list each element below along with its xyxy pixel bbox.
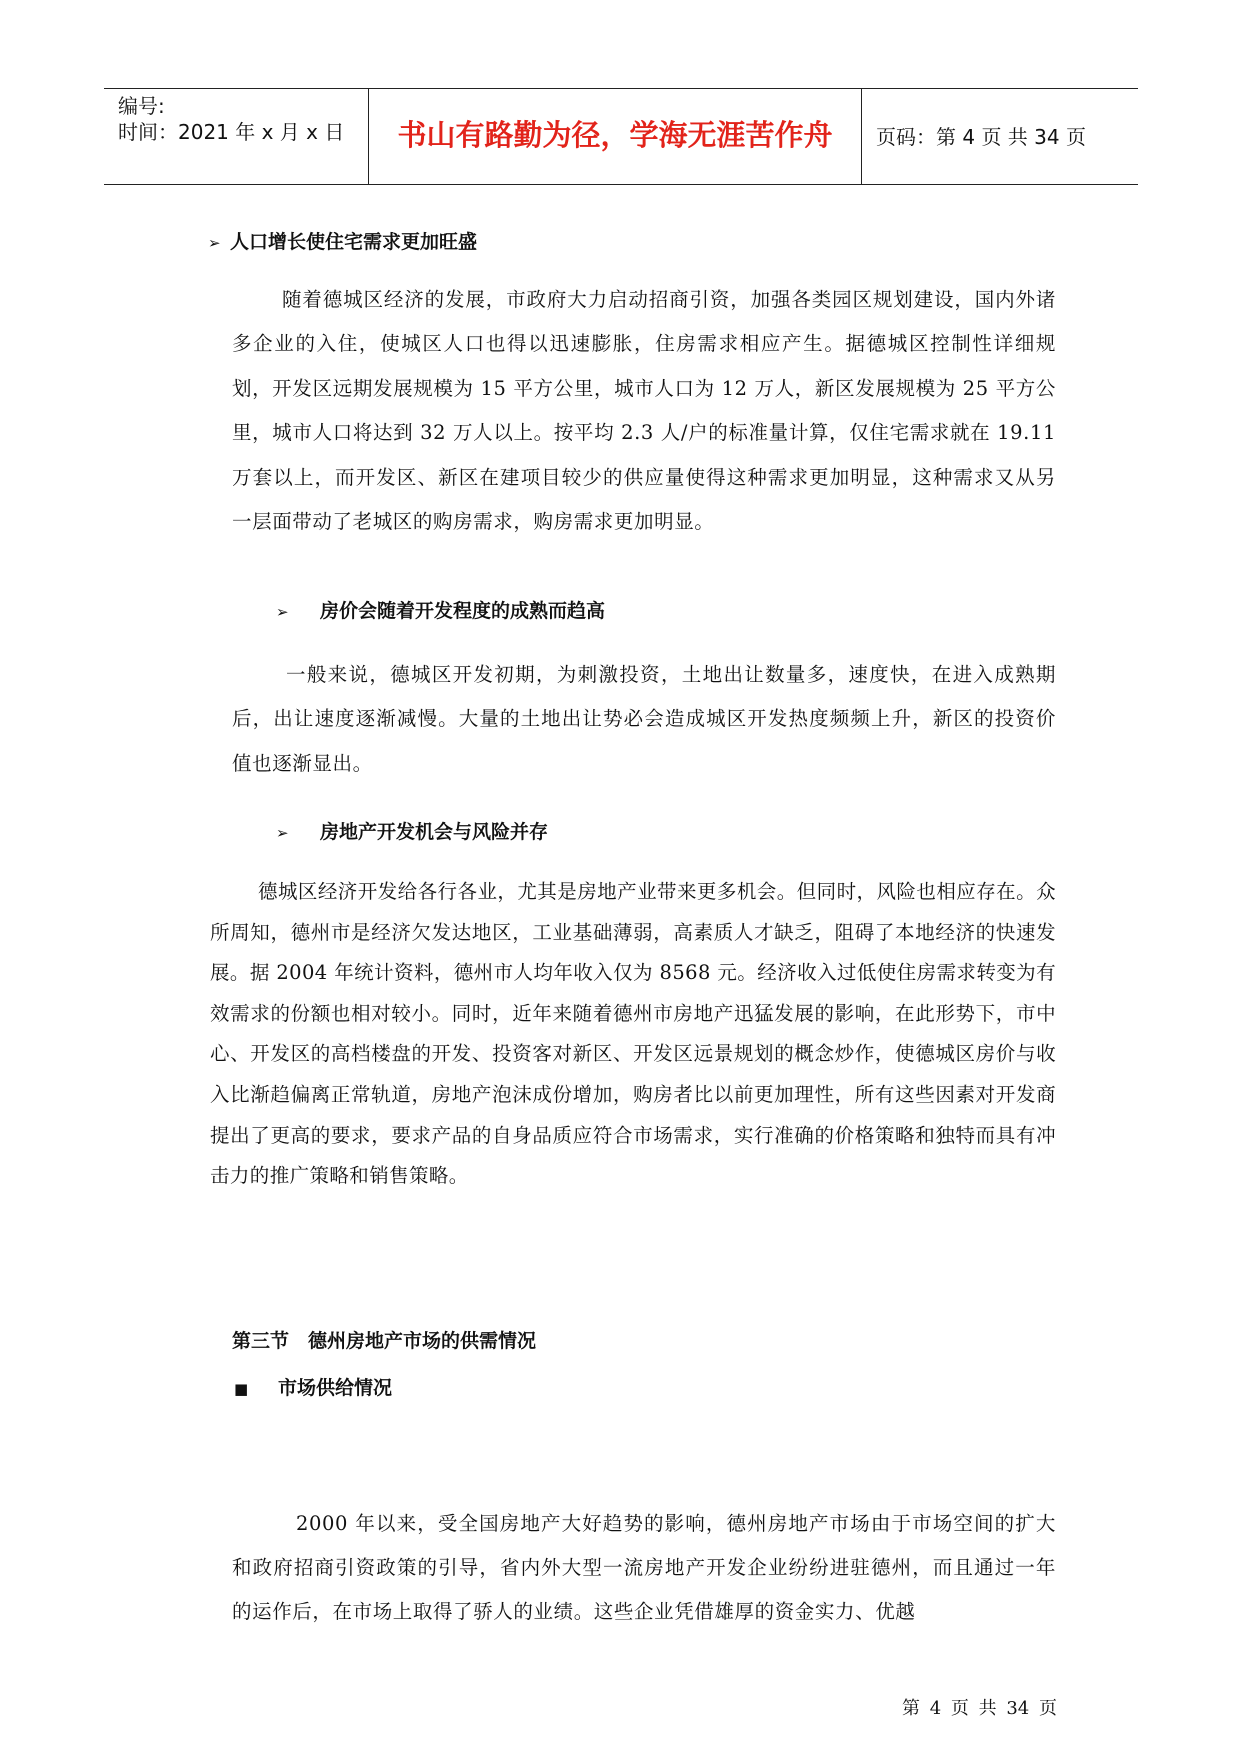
arrow-bullet-icon: ➢ xyxy=(276,824,289,842)
section-heading-opportunity xyxy=(276,818,548,847)
header-motto: 书山有路勤为径，学海无涯苦作舟 xyxy=(397,118,833,152)
section-heading-supply xyxy=(234,1374,392,1403)
chapter-heading: 第三节 德州房地产市场的供需情况 xyxy=(232,1330,537,1352)
header-info-cell xyxy=(104,89,368,184)
section-title: 市场供给情况 xyxy=(278,1377,393,1399)
arrow-bullet-icon: ➢ xyxy=(208,234,221,252)
square-bullet-icon: ■ xyxy=(234,1380,249,1398)
document-number-label: 编号: xyxy=(118,94,165,118)
page-header xyxy=(104,88,1138,185)
section-heading-price xyxy=(276,597,605,626)
header-page-cell xyxy=(862,89,1138,184)
section-title: 房价会随着开发程度的成熟而趋高 xyxy=(320,600,606,622)
section-title: 人口增长使住宅需求更加旺盛 xyxy=(230,231,478,253)
arrow-bullet-icon: ➢ xyxy=(276,603,289,621)
page-footer: 第 4 页 共 34 页 xyxy=(902,1698,1057,1719)
paragraph-supply: 2000 年以来，受全国房地产大好趋势的影响，德州房地产市场由于市场空间的扩大和政府招商引资政策的引导，省内外大型一流房地产开发企业纷纷进驻德州，而且通过一年的运作后，在市场上取得了骄人的业绩。这些企业凭借雄厚的资金实力、优越 xyxy=(232,1512,1056,1623)
document-time-label: 时间：2021 年 x 月 x 日 xyxy=(118,120,345,144)
section-title: 房地产开发机会与风险并存 xyxy=(320,821,549,843)
header-page-code: 页码：第 4 页 共 34 页 xyxy=(876,125,1086,149)
paragraph-opportunity: 德城区经济开发给各行各业，尤其是房地产业带来更多机会。但同时，风险也相应存在。众所周知，德州市是经济欠发达地区，工业基础薄弱，高素质人才缺乏，阻碍了本地经济的快速发展。据 2004 年统计资料，德州市人均年收入仅为 8568 元。经济收入过低使住房需求转变为有效需求的份额也相对较小。同时，近年来随着德州市房地产迅猛发展的影响，在此形势下，市中心、开发区的高档楼盘的开发、投资客对新区、开发区远景规划的概念炒作，使德城区房价与收入比渐趋偏离正常轨道，房地产泡沫成份增加，购房者比以前更加理性，所有这些因素对开发商提出了更高的要求，要求产品的自身品质应符合市场需求，实行准确的价格策略和独特而具有冲击力的推广策略和销售策略。 xyxy=(210,880,1056,1188)
section-heading-population xyxy=(208,228,477,257)
paragraph-price: 一般来说，德城区开发初期，为刺激投资，土地出让数量多，速度快，在进入成熟期后，出让速度逐渐减慢。大量的土地出让势必会造成城区开发热度频频上升，新区的投资价值也逐渐显出。 xyxy=(232,663,1056,775)
paragraph-population: 随着德城区经济的发展，市政府大力启动招商引资，加强各类园区规划建设，国内外诸多企业的入住，使城区人口也得以迅速膨胀，住房需求相应产生。据德城区控制性详细规划，开发区远期发展规模为 15 平方公里，城市人口为 12 万人，新区发展规模为 25 平方公里，城市人口将达到 32 万人以上。按平均 2.3 人/户的标准量计算，仅住宅需求就在 19.11 万套以上，而开发区、新区在建项目较少的供应量使得这种需求更加明显，这种需求又从另一层面带动了老城区的购房需求，购房需求更加明显。 xyxy=(232,288,1056,534)
header-motto-cell xyxy=(368,89,862,184)
